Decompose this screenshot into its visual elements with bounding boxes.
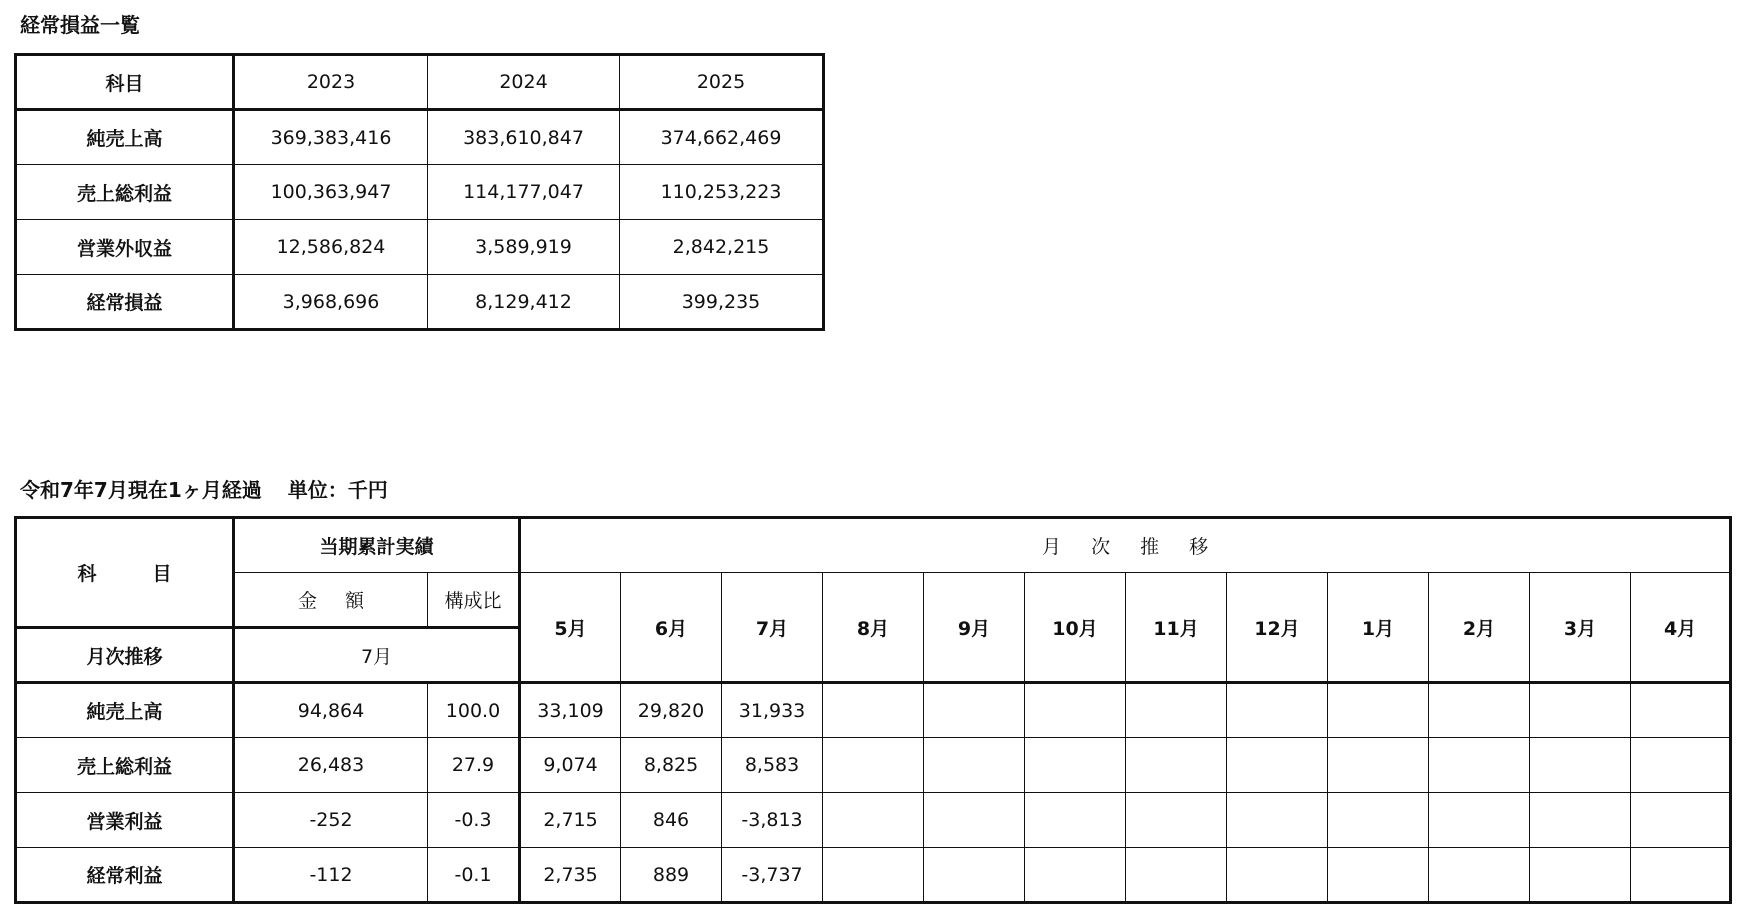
cell-amount: 94,864 (234, 683, 428, 738)
cell-month: 846 (621, 793, 722, 848)
header-year-2024: 2024 (428, 55, 620, 110)
report-period: 令和7年7月現在1ヶ月経過 (20, 478, 262, 502)
cell-month: 8,583 (722, 738, 823, 793)
cell-month (1328, 738, 1429, 793)
row-label: 営業外収益 (16, 220, 234, 275)
cell-month (1530, 848, 1631, 903)
table-row (16, 275, 824, 330)
cell-month (1530, 738, 1631, 793)
cell-value: 369,383,416 (234, 110, 428, 165)
cell-value: 2,842,215 (620, 220, 824, 275)
cell-month: 9,074 (520, 738, 621, 793)
cell-month: -3,737 (722, 848, 823, 903)
cell-value: 110,253,223 (620, 165, 824, 220)
table-row (16, 793, 1731, 848)
cell-month (924, 848, 1025, 903)
cell-ratio: 100.0 (428, 683, 520, 738)
table-row (16, 683, 1731, 738)
cell-month (1631, 683, 1731, 738)
summary-header-row (16, 55, 824, 110)
header-month-12: 12月 (1227, 573, 1328, 683)
cell-month: 33,109 (520, 683, 621, 738)
cell-month (1429, 793, 1530, 848)
header-month-7: 7月 (722, 573, 823, 683)
cell-value: 374,662,469 (620, 110, 824, 165)
cell-month (1328, 848, 1429, 903)
cell-month (823, 738, 924, 793)
header-year-2025: 2025 (620, 55, 824, 110)
cell-month (1126, 738, 1227, 793)
header-month-9: 9月 (924, 573, 1025, 683)
cell-value: 3,589,919 (428, 220, 620, 275)
table-row (16, 738, 1731, 793)
row-label: 売上総利益 (16, 738, 234, 793)
header-month-11: 11月 (1126, 573, 1227, 683)
cell-month (924, 683, 1025, 738)
header-month-2: 2月 (1429, 573, 1530, 683)
row-label: 純売上高 (16, 683, 234, 738)
table-row (16, 110, 824, 165)
cell-value: 12,586,824 (234, 220, 428, 275)
cell-month (1227, 683, 1328, 738)
header-kamoku: 科目 (16, 55, 234, 110)
cell-month (1631, 738, 1731, 793)
cell-value: 100,363,947 (234, 165, 428, 220)
cell-amount: -252 (234, 793, 428, 848)
header-kamoku: 科 目 (16, 518, 234, 628)
cell-month (1227, 848, 1328, 903)
cell-month: 2,715 (520, 793, 621, 848)
cell-month (1429, 683, 1530, 738)
cell-month (1328, 793, 1429, 848)
cell-month (924, 738, 1025, 793)
header-month-6: 6月 (621, 573, 722, 683)
monthly-table-title (20, 477, 388, 503)
cell-month (1530, 793, 1631, 848)
table-row (16, 220, 824, 275)
cell-month (924, 793, 1025, 848)
header-amount: 金 額 (234, 573, 428, 628)
monthly-trend-table (14, 516, 1732, 904)
cell-value: 3,968,696 (234, 275, 428, 330)
cell-month (1025, 793, 1126, 848)
table-row (16, 848, 1731, 903)
cell-ratio: -0.3 (428, 793, 520, 848)
cell-month (1227, 738, 1328, 793)
unit-label: 単位：千円 (287, 478, 388, 502)
cell-value: 383,610,847 (428, 110, 620, 165)
header-month-4: 4月 (1631, 573, 1731, 683)
cell-ratio: 27.9 (428, 738, 520, 793)
cell-month (1429, 738, 1530, 793)
header-row-1 (16, 518, 1731, 573)
row-label: 純売上高 (16, 110, 234, 165)
cell-month (1429, 848, 1530, 903)
row-label: 経常損益 (16, 275, 234, 330)
cell-value: 399,235 (620, 275, 824, 330)
header-month-8: 8月 (823, 573, 924, 683)
ordinary-profit-summary-table (14, 53, 825, 331)
cell-month (1631, 848, 1731, 903)
cell-month (1227, 793, 1328, 848)
header-month-10: 10月 (1025, 573, 1126, 683)
cell-month (1328, 683, 1429, 738)
cell-month (1126, 683, 1227, 738)
row-label: 売上総利益 (16, 165, 234, 220)
summary-table-title: 経常損益一覧 (20, 13, 140, 37)
cell-amount: 26,483 (234, 738, 428, 793)
cell-month (823, 793, 924, 848)
header-row-2 (16, 573, 1731, 628)
row-label: 営業利益 (16, 793, 234, 848)
cell-month: 29,820 (621, 683, 722, 738)
cell-month (1025, 848, 1126, 903)
cell-month: 2,735 (520, 848, 621, 903)
cell-value: 114,177,047 (428, 165, 620, 220)
header-month-5: 5月 (520, 573, 621, 683)
cell-month (1025, 683, 1126, 738)
table-row (16, 165, 824, 220)
cell-month: -3,813 (722, 793, 823, 848)
cell-month: 31,933 (722, 683, 823, 738)
cell-month (1126, 793, 1227, 848)
header-month-3: 3月 (1530, 573, 1631, 683)
cell-month: 889 (621, 848, 722, 903)
cell-month (1631, 793, 1731, 848)
cell-ratio: -0.1 (428, 848, 520, 903)
monthly-label: 月次推移 (16, 628, 234, 683)
header-monthly-trend: 月 次 推 移 (520, 518, 1731, 573)
cell-month (823, 683, 924, 738)
cell-month: 8,825 (621, 738, 722, 793)
cell-month (823, 848, 924, 903)
current-month: 7月 (234, 628, 520, 683)
header-cumulative-actual: 当期累計実績 (234, 518, 520, 573)
cell-month (1025, 738, 1126, 793)
cell-month (1530, 683, 1631, 738)
header-ratio: 構成比 (428, 573, 520, 628)
header-year-2023: 2023 (234, 55, 428, 110)
cell-value: 8,129,412 (428, 275, 620, 330)
cell-amount: -112 (234, 848, 428, 903)
cell-month (1126, 848, 1227, 903)
header-month-1: 1月 (1328, 573, 1429, 683)
row-label: 経常利益 (16, 848, 234, 903)
